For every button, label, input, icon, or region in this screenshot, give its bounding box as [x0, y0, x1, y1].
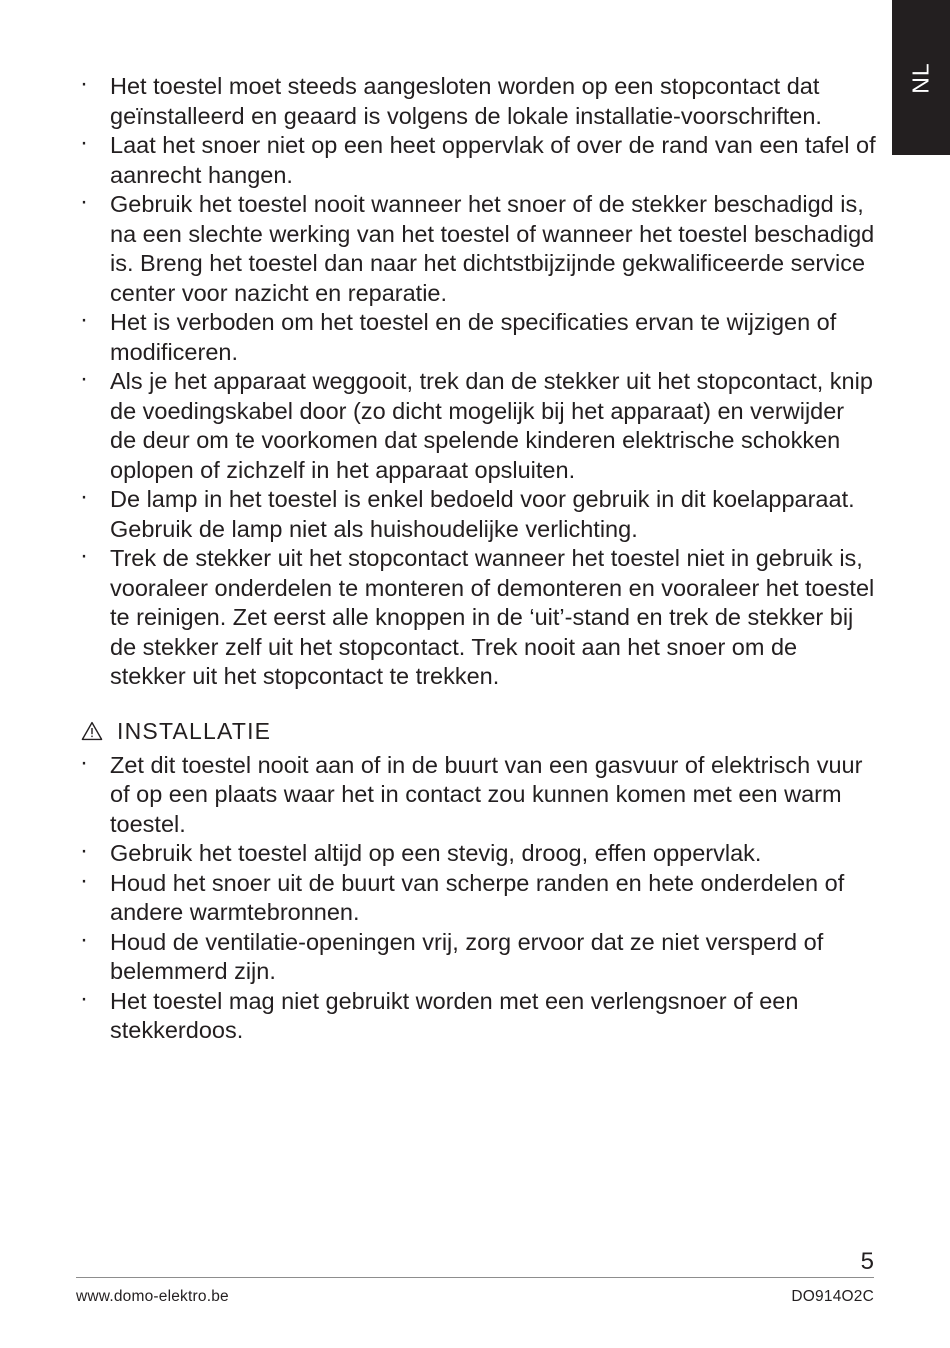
page-number: 5	[860, 1248, 874, 1275]
list-item: · Het is verboden om het toestel en de specificaties ervan te wijzigen of modificeren.	[76, 308, 876, 367]
section-title: INSTALLATIE	[117, 717, 272, 744]
list-item: · Het toestel moet steeds aangesloten worden op een stopcontact dat geïnstalleerd en geaard is volgens de lokale installatie-voorschriften.	[76, 72, 876, 131]
safety-bullet-list	[76, 72, 876, 692]
list-item: · Trek de stekker uit het stopcontact wanneer het toestel niet in gebruik is, vooraleer onderdelen te monteren of demonteren en vooraleer het toestel te reinigen. Zet eerst alle knoppen in de ‘uit’-stand en trek de stekker bij de stekker zelf uit het stopcontact. Trek nooit aan het snoer om de stekker uit het stopcontact te trekken.	[76, 544, 876, 692]
installation-bullet-list	[76, 751, 876, 1046]
list-item: · De lamp in het toestel is enkel bedoeld voor gebruik in dit koelapparaat. Gebruik de lamp niet als huishoudelijke verlichting.	[76, 485, 876, 544]
list-item: · Gebruik het toestel nooit wanneer het snoer of de stekker beschadigd is, na een slechte werking van het toestel of wanneer het toestel beschadigd is. Breng het toestel dan naar het dichtstbijzijnde gekwalificeerde service center voor nazicht en reparatie.	[76, 190, 876, 308]
list-item: · Het toestel mag niet gebruikt worden met een verlengsnoer of een stekkerdoos.	[76, 987, 876, 1046]
footer-divider	[76, 1277, 874, 1278]
list-item: · Laat het snoer niet op een heet oppervlak of over de rand van een tafel of aanrecht hangen.	[76, 131, 876, 190]
page-footer	[76, 1277, 874, 1306]
language-tab-label: NL	[907, 61, 934, 94]
list-item: · Houd het snoer uit de buurt van scherpe randen en hete onderdelen of andere warmtebronnen.	[76, 869, 876, 928]
warning-triangle-icon	[81, 721, 103, 741]
section-heading-installatie	[76, 718, 876, 745]
footer-website: www.domo-elektro.be	[76, 1288, 229, 1305]
footer-model-code: DO914O2C	[791, 1288, 874, 1305]
list-item: · Gebruik het toestel altijd op een stevig, droog, effen oppervlak.	[76, 839, 876, 869]
list-item: · Zet dit toestel nooit aan of in de buurt van een gasvuur of elektrisch vuur of op een plaats waar het in contact zou kunnen komen met een warm toestel.	[76, 751, 876, 840]
list-item: · Houd de ventilatie-openingen vrij, zorg ervoor dat ze niet versperd of belemmerd zijn.	[76, 928, 876, 987]
language-tab	[892, 0, 950, 155]
page-content	[76, 72, 876, 1046]
list-item: · Als je het apparaat weggooit, trek dan de stekker uit het stopcontact, knip de voedingskabel door (zo dicht mogelijk bij het apparaat) en verwijder de deur om te voorkomen dat spelende kinderen elektrische schokken oplopen of zichzelf in het apparaat opsluiten.	[76, 367, 876, 485]
